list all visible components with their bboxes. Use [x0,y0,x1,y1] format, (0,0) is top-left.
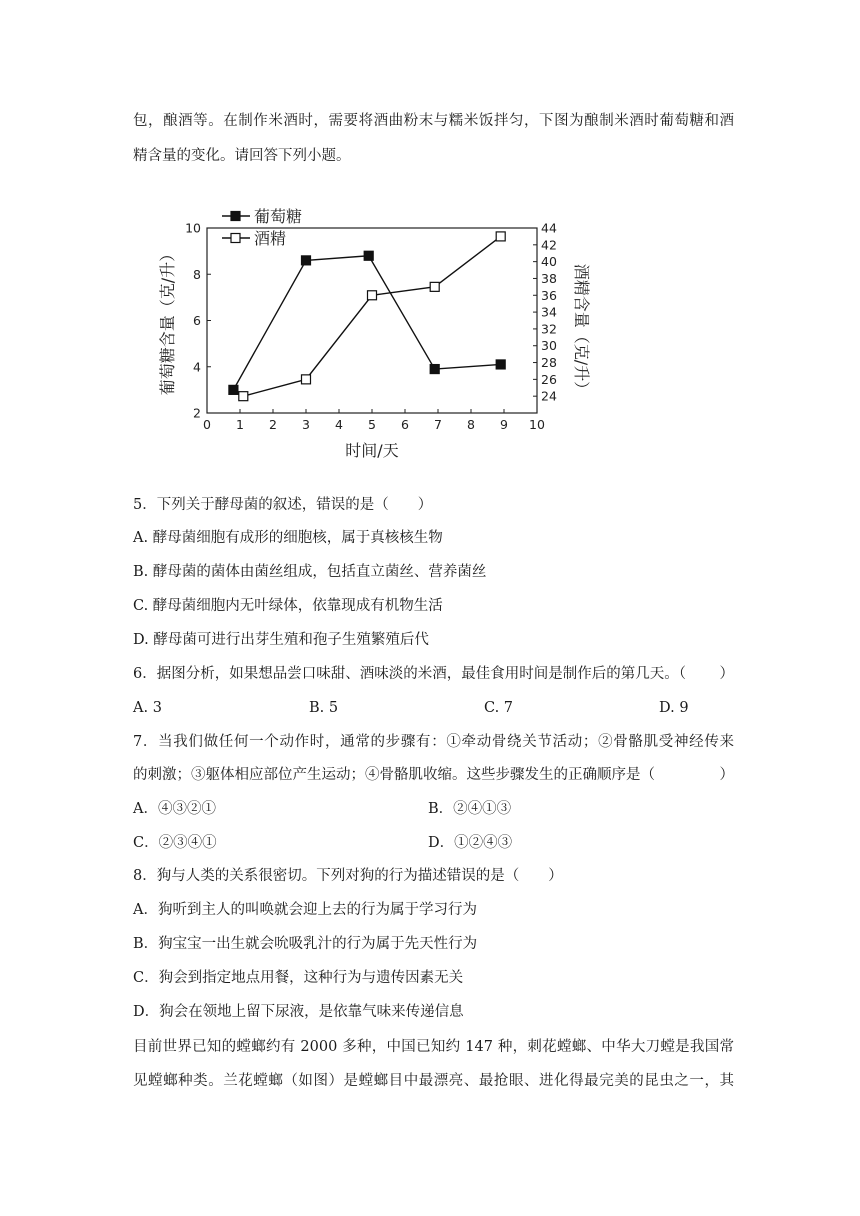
x-tick-label: 9 [500,417,508,432]
passage-line-1: 目前世界已知的螳螂约有 2000 多种，中国已知约 147 种，刺花螳螂、中华大刀螳是我国常 [133,1039,734,1055]
q8-option-a: A．狗听到主人的叫唤就会迎上去的行为属于学习行为 [133,902,477,918]
passage-line-2: 见螳螂种类。兰花螳螂（如图）是螳螂目中最漂亮、最抢眼、进化得最完美的昆虫之一，其 [133,1073,734,1089]
q5-option-c: C. 酵母菌细胞内无叶绿体，依靠现成有机物生活 [133,598,443,614]
y-right-tick-label: 40 [541,254,557,270]
series-point-酒精 [239,392,248,401]
q7-option-b: B．②④①③ [428,801,512,817]
y-right-tick-label: 30 [541,338,557,354]
intro-line-1: 包，酿酒等。在制作米酒时，需要将酒曲粉末与糯米饭拌匀，下图为酿制米酒时葡萄糖和酒 [133,113,734,129]
x-tick-label: 10 [529,417,545,432]
legend-marker-葡萄糖 [231,212,240,221]
q7-stem-line-2 [133,765,734,785]
q8-option-d: D．狗会在领地上留下尿液，是依靠气味来传递信息 [133,1004,464,1020]
y-right-tick-label: 44 [541,220,557,236]
y-left-tick-label: 10 [185,220,201,236]
series-point-葡萄糖 [496,360,505,369]
y-left-tick-label: 6 [193,313,201,328]
y-right-tick-label: 38 [541,270,557,286]
q6-option-b: B. 5 [309,700,339,716]
q8-option-b: B．狗宝宝一出生就会吮吸乳汁的行为属于先天性行为 [133,936,478,952]
series-point-葡萄糖 [229,385,238,394]
series-point-葡萄糖 [364,251,373,260]
y-right-tick-label: 24 [541,388,557,404]
y-left-tick-label: 8 [193,266,201,282]
x-tick-label: 2 [269,417,277,432]
legend-label-酒精: 酒精 [254,229,287,248]
y-left-axis-label: 葡萄糖含量（克/升） [158,245,177,396]
q7-option-c: C．②③④① [133,835,217,851]
q5-stem: 5．下列关于酵母菌的叙述，错误的是（ ） [133,497,433,513]
legend-label-葡萄糖: 葡萄糖 [254,207,303,226]
q6-option-a: A. 3 [133,700,162,716]
x-tick-label: 3 [302,417,310,432]
q5-option-a: A. 酵母菌细胞有成形的细胞核，属于真核核生物 [133,530,443,546]
y-left-tick-label: 4 [193,359,201,375]
series-point-酒精 [496,232,505,241]
intro-line-2: 精含量的变化。请回答下列小题。 [133,148,351,164]
series-point-酒精 [368,291,377,300]
glucose-alcohol-chart [150,200,591,470]
series-point-葡萄糖 [430,365,439,374]
series-point-酒精 [302,375,311,384]
y-right-tick-label: 32 [541,321,557,337]
y-right-tick-label: 34 [541,304,557,320]
q7-option-a: A．④③②① [133,801,216,817]
y-right-tick-label: 36 [541,287,557,303]
series-line-葡萄糖 [233,256,500,390]
x-tick-label: 5 [368,417,376,432]
q8-option-c: C．狗会到指定地点用餐，这种行为与遗传因素无关 [133,970,464,986]
q6-stem-close: ） [719,666,734,682]
x-tick-label: 1 [236,417,244,432]
x-tick-label: 6 [401,417,409,432]
y-right-tick-label: 42 [541,237,557,253]
q6-stem [133,664,734,684]
q6-option-d: D. 9 [659,700,689,716]
x-axis-label: 时间/天 [345,441,399,460]
q5-option-b: B. 酵母菌的菌体由菌丝组成，包括直立菌丝、营养菌丝 [133,564,487,580]
x-tick-label: 0 [203,417,211,432]
q7-stem-line-1: 7．当我们做任何一个动作时，通常的步骤有：①牵动骨绕关节活动；②骨骼肌受神经传来 [133,734,734,750]
q8-stem: 8．狗与人类的关系很密切。下列对狗的行为描述错误的是（ ） [133,868,563,884]
x-tick-label: 7 [434,417,442,432]
series-point-酒精 [430,282,439,291]
q6-option-c: C. 7 [484,700,514,716]
q5-option-d: D. 酵母菌可进行出芽生殖和孢子生殖繁殖后代 [133,632,429,648]
q7-stem-text: 的刺激；③躯体相应部位产生运动；④骨骼肌收缩。这些步骤发生的正确顺序是（ [133,767,655,783]
y-left-tick-label: 2 [193,405,201,421]
x-tick-label: 4 [335,417,343,432]
q7-option-d: D．①②④③ [428,835,513,851]
x-tick-label: 8 [467,417,475,432]
y-right-tick-label: 26 [541,371,557,387]
series-point-葡萄糖 [302,256,311,265]
chart-series [229,232,505,401]
y-right-tick-label: 28 [541,355,557,371]
q6-stem-text: 6．据图分析，如果想品尝口味甜、酒味淡的米酒，最佳食用时间是制作后的第几天。（ [133,666,686,682]
q7-stem-close: ） [719,767,734,783]
legend-marker-酒精 [231,234,240,243]
y-right-axis-label: 酒精含量（克/升） [572,263,591,398]
